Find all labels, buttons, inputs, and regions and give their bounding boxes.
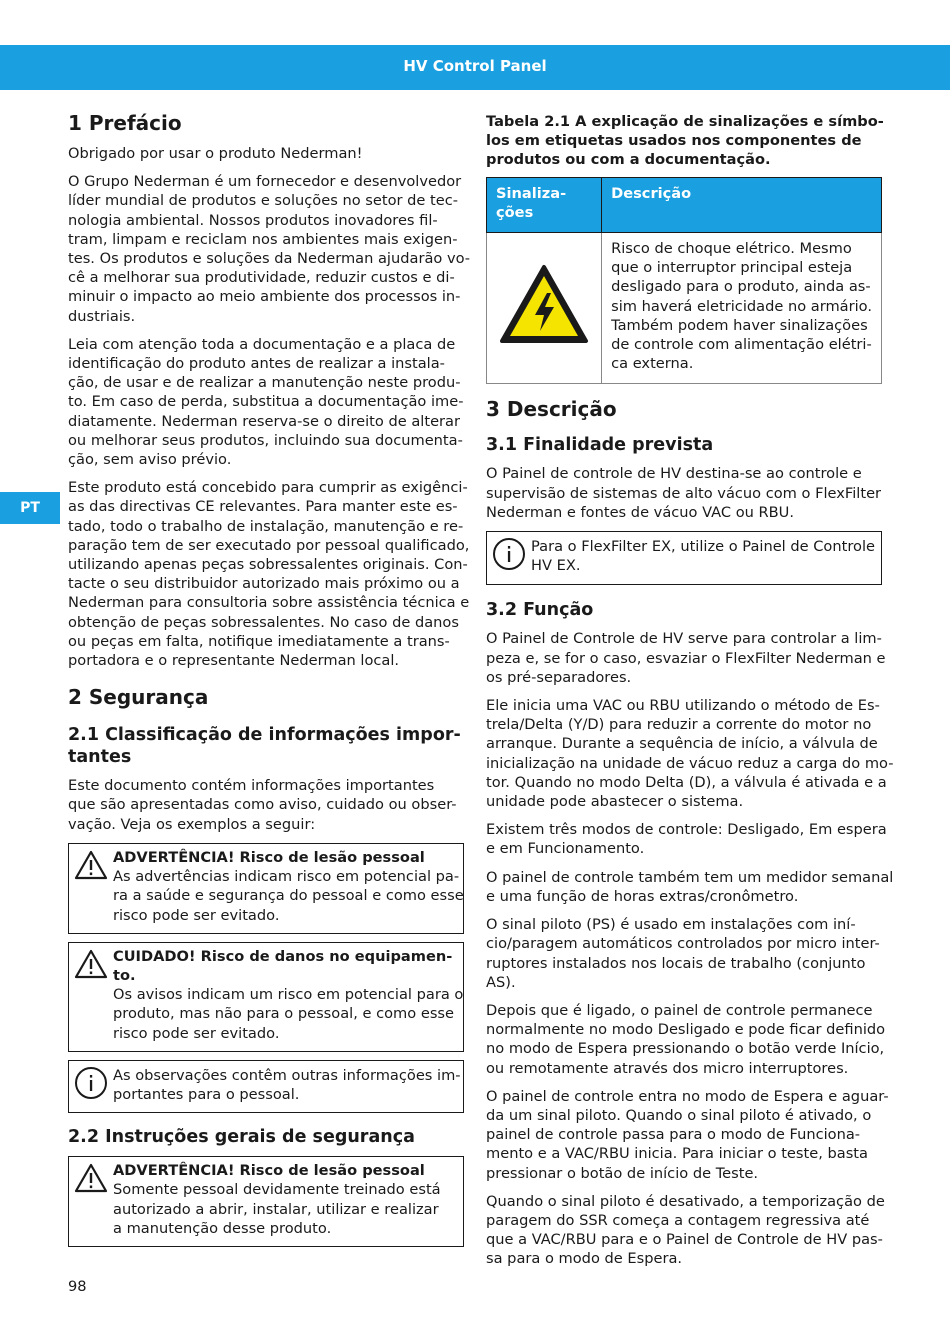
text-line: Este produto está concebido para cumprir as exigênci- xyxy=(68,479,468,497)
text-line: ADVERTÊNCIA! Risco de lesão pessoal xyxy=(113,1162,425,1180)
text-line: Os avisos indicam um risco em potencial para o xyxy=(113,986,464,1004)
note-box xyxy=(68,1060,464,1113)
text-line: O Painel de controle de HV destina-se ao controle e xyxy=(486,465,862,483)
text-line: ção, de usar e de realizar a manutenção neste produ- xyxy=(68,374,461,392)
heading-finalidade: 3.1 Finalidade prevista xyxy=(486,435,714,456)
paragraph-medidor xyxy=(486,868,894,906)
warning-box xyxy=(68,843,464,934)
paragraph-espera xyxy=(486,1087,889,1183)
warning-box xyxy=(68,1156,464,1247)
text-line: no modo de Espera pressionando o botão verde Início, xyxy=(486,1040,885,1058)
text-line: os pré-separadores. xyxy=(486,668,632,686)
warning-title xyxy=(113,848,455,867)
info-icon xyxy=(74,1066,108,1100)
text-line: HV EX. xyxy=(531,557,581,575)
text-line: Também podem haver sinalizações xyxy=(611,316,868,334)
text-line: Ele inicia uma VAC ou RBU utilizando o método de Es- xyxy=(486,697,880,715)
text-line: cio/paragem automáticos controlados por micro inter- xyxy=(486,935,880,953)
text-line: de controle com alimentação elétri- xyxy=(611,336,872,354)
paragraph-inicia xyxy=(486,696,894,811)
table-cell-description xyxy=(602,233,882,384)
text-line: O sinal piloto (PS) é usado em instalações com iní- xyxy=(486,916,856,934)
caution-text xyxy=(113,985,464,1043)
text-line: supervisão de sistemas de alto vácuo com o FlexFilter xyxy=(486,484,882,502)
heading-instrucoes: 2.2 Instruções gerais de segurança xyxy=(68,1127,415,1148)
warning-text xyxy=(113,1180,455,1238)
text-line: AS). xyxy=(486,973,516,991)
right-column xyxy=(486,112,894,1278)
table-caption xyxy=(486,112,882,170)
paragraph-read xyxy=(68,335,464,469)
text-line: ruptores instalados nos locais de trabalho (conjunto xyxy=(486,954,866,972)
text-line: Obrigado por usar o produto Nederman! xyxy=(68,145,363,162)
text-line: da um sinal piloto. Quando o sinal piloto é ativado, o xyxy=(486,1106,872,1124)
text-line: pressionar o botão de início de Teste. xyxy=(486,1164,759,1182)
warning-title xyxy=(113,1161,455,1180)
text-line: O painel de controle também tem um medidor semanal xyxy=(486,868,894,886)
text-line: ou remotamente através dos micro interruptores. xyxy=(486,1059,849,1077)
heading-classificacao xyxy=(68,724,464,768)
text-line: inicialização na unidade de vácuo reduz a carga do mo- xyxy=(486,754,894,772)
text-line: cê a melhorar sua produtividade, reduzir custos e di- xyxy=(68,269,455,287)
heading-funcao: 3.2 Função xyxy=(486,600,594,621)
text-line: normalmente no modo Desligado e pode ficar definido xyxy=(486,1021,886,1039)
caution-box xyxy=(68,942,464,1052)
header-title: HV Control Panel xyxy=(403,57,547,75)
caution-title xyxy=(113,947,455,985)
page-header xyxy=(0,45,950,90)
text-line: tor. Quando no modo Delta (D), a válvula é ativada e a xyxy=(486,773,887,791)
text-line: ADVERTÊNCIA! Risco de lesão pessoal xyxy=(113,848,425,866)
text-line: vação. Veja os exemplos a seguir: xyxy=(68,815,316,833)
text-line: líder mundial de produtos e soluções no setor de tec- xyxy=(68,192,459,210)
note-text xyxy=(113,1066,461,1104)
text-line: ou melhorar seus produtos, incluindo sua documenta- xyxy=(68,431,463,449)
text-line: O painel de controle entra no modo de Espera e aguar- xyxy=(486,1087,889,1105)
warning-triangle-icon xyxy=(74,850,108,880)
text-line: as das directivas CE relevantes. Para manter este es- xyxy=(68,498,458,516)
text-line: mento e a VAC/RBU inicia. Para iniciar o teste, basta xyxy=(486,1145,868,1163)
text-line: tantes xyxy=(68,747,132,768)
heading-seguranca: 2 Segurança xyxy=(68,685,209,710)
text-line: produtos ou com a documentação. xyxy=(486,151,771,169)
text-line: unidade pode abastecer o sistema. xyxy=(486,793,744,811)
text-line: peza e, se for o caso, esvaziar o FlexFilter Nederman e xyxy=(486,649,886,667)
text-line: ra a saúde e segurança do pessoal e como esse xyxy=(113,887,464,905)
text-line: ções xyxy=(496,203,534,221)
text-line: sa para o modo de Espera. xyxy=(486,1250,683,1268)
text-line: Risco de choque elétrico. Mesmo xyxy=(611,240,852,258)
heading-descricao: 3 Descrição xyxy=(486,397,617,422)
text-line: produto, mas não para o pessoal, e como esse xyxy=(113,1005,455,1023)
text-line: O Painel de Controle de HV serve para controlar a lim- xyxy=(486,630,882,648)
paragraph-desativado xyxy=(486,1192,885,1269)
text-line: autorizado a abrir, instalar, utilizar e realizar xyxy=(113,1200,439,1218)
text-line: Nederman para consultoria sobre assistência técnica e xyxy=(68,594,470,612)
paragraph-thanks xyxy=(68,144,464,163)
paragraph-group xyxy=(68,172,471,326)
text-line: e uma função de horas extras/cronômetro. xyxy=(486,887,799,905)
text-line: paragem do SSR começa a contagem regressiva até xyxy=(486,1211,870,1229)
page-number: 98 xyxy=(68,1278,87,1295)
text-line: desligado para o produto, ainda as- xyxy=(611,278,871,296)
text-line: minuir o impacto ao meio ambiente dos processos in- xyxy=(68,288,461,306)
text-line: risco pode ser evitado. xyxy=(113,906,280,924)
text-line: diatamente. Nederman reserva-se o direito de alterar xyxy=(68,412,460,430)
text-line: 2.1 Classificação de informações impor- xyxy=(68,725,461,746)
paragraph-ligado xyxy=(486,1001,886,1078)
table-header-description: Descrição xyxy=(602,177,882,232)
warning-triangle-icon xyxy=(74,1163,108,1193)
table-row xyxy=(487,233,882,384)
text-line: Somente pessoal devidamente treinado está xyxy=(113,1181,441,1199)
text-line: que são apresentadas como aviso, cuidado ou obser- xyxy=(68,796,457,814)
heading-prefacio: 1 Prefácio xyxy=(68,111,182,135)
text-line: tacte o seu distribuidor autorizado mais próximo ou a xyxy=(68,575,460,593)
text-line: que o interruptor principal esteja xyxy=(611,259,853,277)
text-line: e em Funcionamento. xyxy=(486,840,645,858)
text-line: risco pode ser evitado. xyxy=(113,1024,280,1042)
text-line: arranque. Durante a sequência de início, a válvula de xyxy=(486,735,878,753)
text-line: tes. Os produtos e soluções da Nederman ajudarão vo- xyxy=(68,250,471,268)
paragraph-documento xyxy=(68,776,464,834)
text-line: utilizando apenas peças sobressalentes originais. Con- xyxy=(68,556,468,574)
paragraph-serve xyxy=(486,629,886,687)
note-text xyxy=(531,537,873,575)
text-line: As observações contêm outras informações im- xyxy=(113,1066,461,1084)
language-tab: PT xyxy=(0,492,60,524)
text-line: portadora e o representante Nederman local. xyxy=(68,652,400,670)
text-line: Depois que é ligado, o painel de controle permanece xyxy=(486,1001,873,1019)
text-line: identificação do produto antes de realizar a instala- xyxy=(68,355,445,373)
text-line: que a VAC/RBU para e o Painel de Controle de HV pas- xyxy=(486,1231,883,1249)
text-line: Tabela 2.1 A explicação de sinalizações e símbo- xyxy=(486,113,884,130)
warning-text xyxy=(113,867,464,925)
text-line: Existem três modos de controle: Desligado, Em espera xyxy=(486,821,887,839)
text-line: dustriais. xyxy=(68,307,136,325)
text-line: tram, limpam e reciclam nos ambientes mais exigen- xyxy=(68,230,458,248)
text-line: As advertências indicam risco em potencial pa- xyxy=(113,868,460,886)
text-line: CUIDADO! Risco de danos no equipamen- xyxy=(113,947,453,965)
text-line: Nederman e fontes de vácuo VAC ou RBU. xyxy=(486,503,795,521)
text-line: sim haverá eletricidade no armário. xyxy=(611,297,872,315)
table-header-row xyxy=(487,177,882,232)
text-line: Sinaliza- xyxy=(496,184,567,202)
paragraph-painel xyxy=(486,464,882,522)
text-line: a manutenção desse produto. xyxy=(113,1219,332,1237)
text-line: portantes para o pessoal. xyxy=(113,1085,300,1103)
text-line: Para o FlexFilter EX, utilize o Painel de Controle xyxy=(531,538,875,556)
paragraph-modos xyxy=(486,820,887,858)
note-box xyxy=(486,531,882,585)
text-line: Leia com atenção toda a documentação e a placa de xyxy=(68,335,456,353)
text-line: obtenção de peças sobressalentes. No caso de danos xyxy=(68,613,459,631)
text-line: ção, sem aviso prévio. xyxy=(68,451,232,469)
text-line: O Grupo Nederman é um fornecedor e desenvolvedor xyxy=(68,173,462,191)
text-line: painel de controle passa para o modo de Funciona- xyxy=(486,1126,861,1144)
text-line: Quando o sinal piloto é desativado, a temporização de xyxy=(486,1192,885,1210)
text-line: ou peças em falta, notifique imediatamente a trans- xyxy=(68,632,450,650)
electric-shock-warning-icon xyxy=(498,263,590,345)
table-cell-symbol xyxy=(487,233,602,384)
table-header-symbols xyxy=(487,177,602,232)
text-line: nologia ambiental. Nossos produtos inovadores fil- xyxy=(68,211,438,229)
paragraph-ce xyxy=(68,478,470,670)
warning-triangle-icon xyxy=(74,949,108,979)
text-line: Este documento contém informações importantes xyxy=(68,777,435,795)
paragraph-piloto xyxy=(486,915,882,992)
text-line: to. Em caso de perda, substitua a documentação ime- xyxy=(68,393,464,411)
text-line: tado, todo o trabalho de instalação, manutenção e re- xyxy=(68,517,464,535)
text-line: paração tem de ser executado por pessoal qualificado, xyxy=(68,536,470,554)
text-line: to. xyxy=(113,966,136,984)
left-column xyxy=(68,110,471,1255)
info-icon xyxy=(492,537,526,571)
text-line: los em etiquetas usados nos componentes de xyxy=(486,132,862,150)
symbols-table xyxy=(486,177,882,385)
text-line: ca externa. xyxy=(611,355,694,373)
text-line: trela/Delta (Y/D) para reduzir a corrente do motor no xyxy=(486,716,872,734)
